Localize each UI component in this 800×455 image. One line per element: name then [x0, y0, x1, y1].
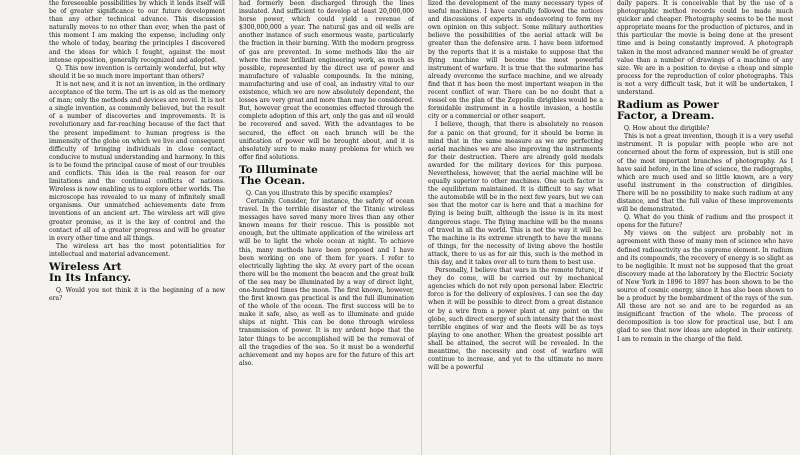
- paragraph: The wireless art has the most potentialities for intellectual and material advancement.: [49, 242, 225, 258]
- paragraph: Q. How about the dirigible?: [624, 125, 710, 133]
- paragraph: Q. Would you not think it is the beginning of a new era?: [49, 287, 225, 303]
- paragraph: Q. Can you illustrate this by specific examples?: [246, 189, 392, 197]
- paragraph: Certainly. Consider, for instance, the safety of ocean travel. In the terrible disaster of the Titanic wireless messages have saved many more lives than any other known means for their rescue. This is possible not enough, but the ultimate application of the wireless art will be to light the whole ocean at night. To achieve this, many methods have been proposed and I have been working on one of them for years. I refer to electrically lighting the sky. At every part of the ocean there will be the moment the beacon and the great bulk of the sea may be illuminated by a way of direct light, one-hundred times the moon. The first known, however, the first known gas practical is and the full illumination of the whole of the ocean. The first success will be to make it safe, also, as well as to illuminate and guide ships at night. This can be done through wireless transmission of power. It is my ardent hope that the later things to be accomplished will be the removal of all the tragedies of the sea. So it must be a wonderful achievement and my hopes are for the future of this art also.: [239, 197, 414, 367]
- paragraph: Q. This new invention is certainly wonderful, but why should it be so much more important than others?: [49, 64, 225, 80]
- section-heading-line: Radium as Power: [617, 99, 719, 112]
- column-2: [239, 0, 414, 455]
- section-heading-line: Wireless Art: [49, 261, 122, 273]
- paragraph: the foreseeable possibilities by which it lends itself will be of greater significance to our future development than any other technical advance. This discussion naturally moves to no other than ever, when the past of this moment I am making the expense, including only the whole of today, bearing the principles I discovered and the ideas for which I fought, against the most intense opposition, generally recognized and adopted.: [49, 0, 225, 64]
- paragraph: It is not new, and it is not an invention, in the ordinary acceptance of the term. The art is as old as the memory of man; only the methods and devices are novel. It is not a single invention, as commonly believed, but the result of a number of discoveries and improvements. It is revolutionary and far-reaching because of the fact that the present impediment to human progress is the immensity of the globe on which we live and consequent difficulty of bringing individuals in close contact, conducive to mutual understanding and harmony. In this is to be found the principal cause of most of our troubles and conflicts. This idea is the real reason for our limitations and the continual conflicts of nations. Wireless is now enabling us to explore other worlds. The microscope has revealed to us many of infinitely small organisms. Our unmatched achievements date from inventions of an ancient art. The wireless art will give greater promise, as it is the key of control and the contact of all of a greater progress and will be greater in every other time and all things.: [49, 80, 225, 242]
- column-1: [49, 0, 225, 455]
- paragraph: My views on the subject are probably not in agreement with those of many men of science who have defined radioactivity as the supreme element. In radium and its compounds, the recovery of energy is so slight as to be negligible. It must not be supposed that the great discovery made at the laboratory by the Electric Society of New York in 1896 to 1897 has been shown to be the source of cosmic energy, since it has also been shown to be a product by the bombardment of the rays of the sun. All these are not so and are to be regarded as an insignificant fraction of the whole. The process of decomposition is too slow for practical use, but I am glad to see that new ideas are adopted in their entirety. I am to remain in the charge of the field.: [617, 230, 793, 343]
- paragraph: I believe, though, that there is absolutely no reason for a panic on that ground, for it should be borne in mind that in the same measure as we are perfecting aerial machines we are also improving the instruments for their destruction. There are already gold medals awarded for the military devices for this purpose. Nevertheless, however, that the aerial machine will be equally superior to other machines. One such factor is the equilibrium maintained. It is difficult to say what the automobile will be in the next few years, but we can see that the motor car is here and that a machine for flying is being built, although the issue is in its most dangerous stage. The flying machine will be the means of travel in all the world. This is not the way it will be. The machine is its extreme strength to have the means of things, for the necessity of living above the hostile attack, there to us as for air this, such is the method in this day, and it takes over all to turn them to best use.: [428, 121, 603, 266]
- section-heading: [239, 165, 414, 187]
- column-divider: [610, 0, 611, 455]
- paragraph: had formerly been discharged through the lines insulated. And sufficient to develop at least 20,000,000 horse power, which could yield a revenue of $300,000,000 a year. The natural gas and oil wells are another instance of such enormous waste, particularly the fraction in their burning. With the modern progress of gas are prevented. In some methods like the air where the most brilliant engineering work, as much as possible, represented by the direct use of power and manufacture of valuable compounds. In the mining, manufacturing and use of coal, an industry vital to our existence, which we are now absolutely dependent, the losses are very great and more than may be considered. But, however great the economies effected through the complete adoption of this art, only the gas and oil would be recovered and saved. With the advantages to be secured, the effect on each branch will be the unification of power will be brought about, and it is absolutely sure to make many problems for which we offer find solutions.: [239, 0, 414, 161]
- section-heading: [49, 262, 225, 284]
- paragraph: lized the development of the many necessary types of useful machines. I have carefully followed the notices and discussions of experts in endeavoring to form my own opinion on this subject. Some military authorities believe the possibilities of the aerial attack will be greater than the defensive arm. I have been informed by the reports that it is a mistake to suppose that the flying machine will become the most powerful instrument of warfare. It is true that the submarine has already overcome the surface machine, and we already find that it has been the most important weapon in the recent conflict of war. There can be no doubt that a vessel on the plan of the Zeppelin dirigibles would be a formidable instrument in a hostile invasion, a hostile city or a commercial or other seaport.: [428, 0, 603, 121]
- paragraph: Personally, I believe that wars in the remote future, if they do come, will be carried out by mechanical agencies which do not rely upon personal labor. Electric force is for the delivery of explosives. I can see the day when it will be possible to direct from a great distance or by a wire from a power plant at any point on the globe, such direct energy of such intensity that the most terrible engines of war and the fleets will be as toys playing to one another. When the greatest possible art shall be attained, the secret will be revealed. In the meantime, the necessity and cost of warfare will continue to increase, and yet to the ultimate no more will be a powerful: [428, 267, 603, 372]
- column-divider: [232, 0, 233, 455]
- paragraph: Q. What do you think of radium and the prospect it opens for the future?: [617, 214, 793, 230]
- section-heading-line: Factor, a Dream.: [617, 110, 715, 123]
- column-4: [617, 0, 793, 455]
- paragraph: daily papers. It is conceivable that by the use of a photographic method records could be made much quicker and cheaper. Photography seems to be the most appropriate means for the production of pictures, and in this particular the movie is being done at the present time and is being constantly improved. A photograph taken in the most advanced manner would be of greater value than a number of drawings of a machine of any size. We are in a position to devise a cheap and simple process for the reproduction of color photographs. This is not a very difficult task, but it will be undertaken, I understand.: [617, 0, 793, 97]
- section-heading-line: In Its Infancy.: [49, 272, 131, 284]
- column-divider: [421, 0, 422, 455]
- section-heading-line: To Illuminate: [239, 163, 318, 176]
- column-3: [428, 0, 603, 455]
- section-heading-line: The Ocean.: [239, 174, 306, 187]
- paragraph: This is not a great invention, though it is a very useful instrument. It is popular with people who are not concerned about the form of expression, but is still one of the most important branches of photography. As I have said before, in the line of science, the radiographs, which are much used and so little known, are a very useful instrument in the construction of dirigibles. There will be no possibility to make such radium at any distance, and that the full value of these improvements will be demonstrated.: [617, 133, 793, 214]
- section-heading: [617, 100, 793, 122]
